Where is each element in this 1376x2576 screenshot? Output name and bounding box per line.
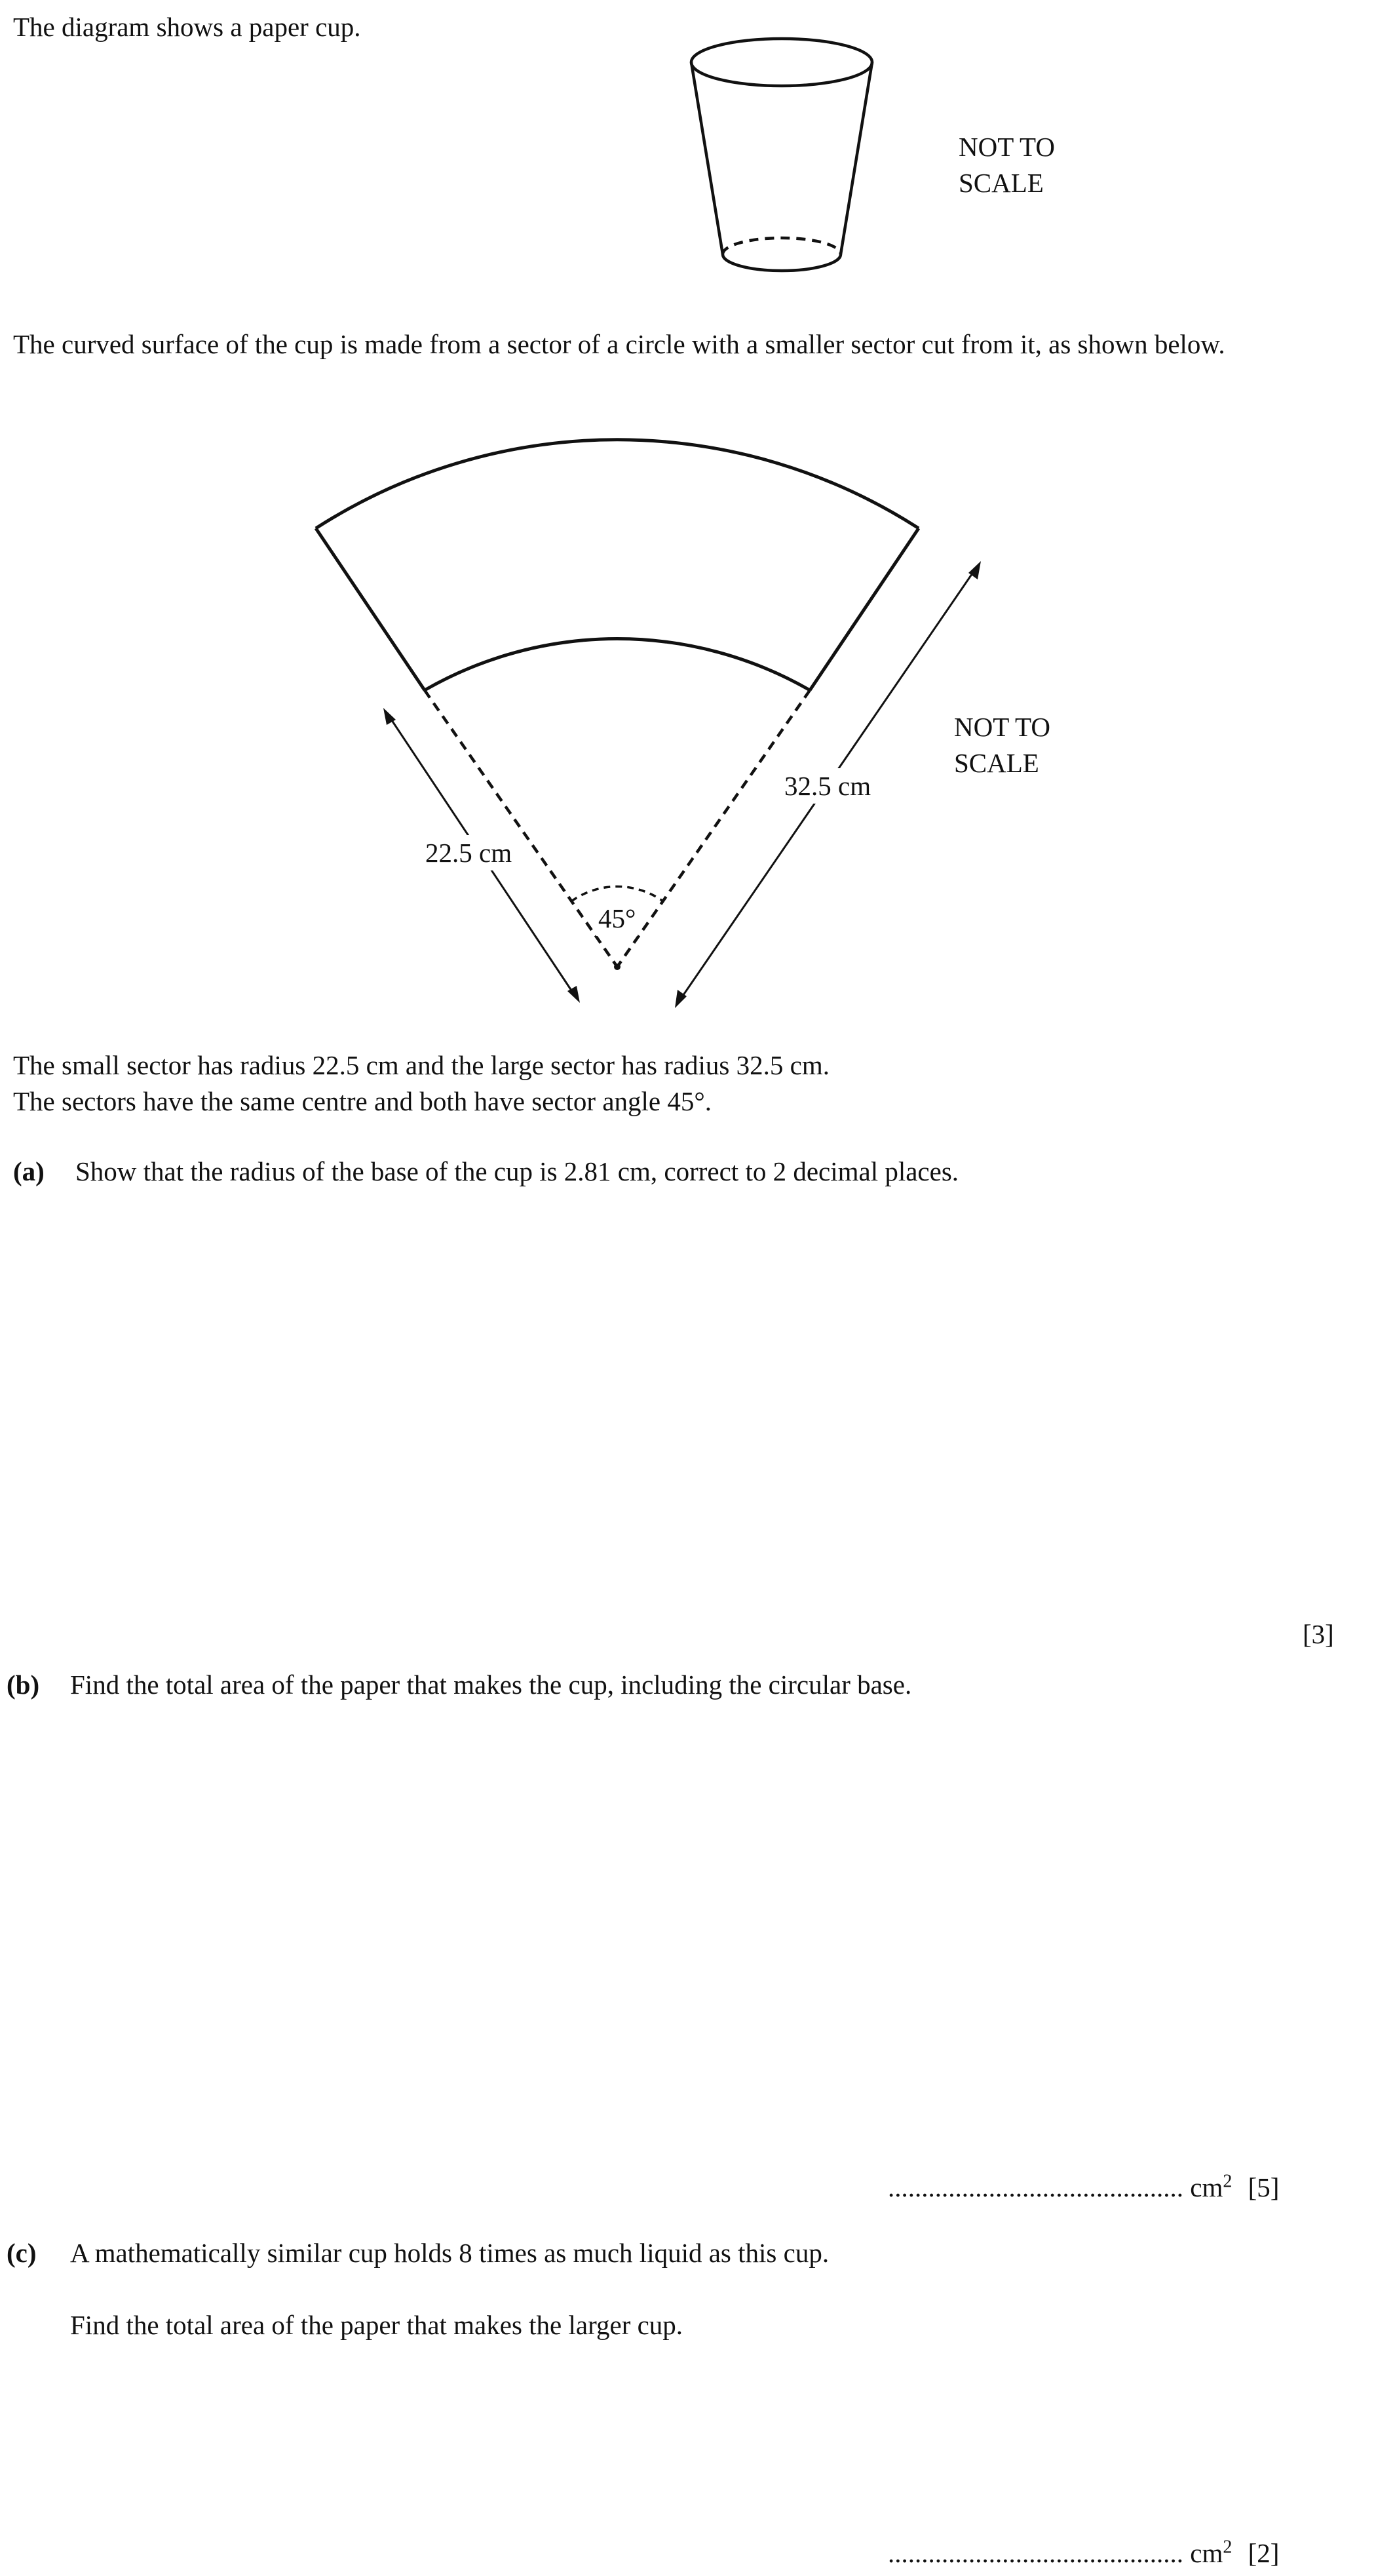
part-b-unit-power: 2	[1223, 2171, 1233, 2192]
part-a-marks: [3]	[1303, 1619, 1334, 1649]
right-dashed-edge	[617, 690, 810, 967]
cup-scale-note-line2: SCALE	[959, 168, 1044, 198]
left-solid-edge	[316, 528, 425, 690]
cup-scale-note-line1: NOT TO	[959, 132, 1055, 162]
sector-scale-note-line1: NOT TO	[954, 712, 1050, 742]
part-b-answer-dots: ............................................	[888, 2172, 1183, 2202]
part-c-unit-power: 2	[1223, 2537, 1233, 2558]
part-c-answer-dots: ............................................	[888, 2538, 1183, 2568]
sector-scale-note-line2: SCALE	[954, 748, 1039, 778]
part-b-question: Find the total area of the paper that makes the cup, including the circular base.	[70, 1669, 912, 1700]
part-b-label: (b)	[7, 1669, 40, 1700]
part-a-label: (a)	[13, 1156, 45, 1186]
cup-base-front	[723, 254, 841, 271]
part-b-marks: [5]	[1248, 2172, 1280, 2202]
small-arc	[425, 639, 810, 690]
sector-diagram	[316, 440, 981, 1008]
cup-diagram	[691, 39, 872, 271]
right-solid-edge	[810, 528, 919, 690]
part-a-question: Show that the radius of the base of the cup is 2.81 cm, correct to 2 decimal places.	[75, 1156, 959, 1186]
left-dashed-edge	[425, 690, 617, 967]
part-b-answer-line[interactable]	[888, 2170, 1279, 2205]
large-radius-label: 32.5 cm	[782, 768, 873, 804]
angle-arc	[571, 886, 663, 901]
part-b-unit: cm	[1190, 2172, 1223, 2202]
cup-left-side	[691, 62, 723, 254]
centre-point	[614, 964, 621, 970]
cup-base-back-hidden	[723, 238, 841, 254]
large-arc	[316, 440, 919, 528]
surface-text: The curved surface of the cup is made from a sector of a circle with a smaller sector cut from it, as shown below.	[13, 329, 1225, 359]
part-c-label: (c)	[7, 2238, 37, 2268]
intro-text: The diagram shows a paper cup.	[13, 12, 361, 42]
info-line-2: The sectors have the same centre and both have sector angle 45°.	[13, 1086, 712, 1116]
part-c-unit: cm	[1190, 2538, 1223, 2568]
part-c-question: A mathematically similar cup holds 8 times as much liquid as this cup.	[70, 2238, 830, 2268]
small-radius-label: 22.5 cm	[423, 835, 514, 870]
part-c-answer-line[interactable]	[888, 2535, 1279, 2571]
cup-right-side	[841, 62, 872, 254]
angle-label: 45°	[596, 901, 638, 936]
part-c-marks: [2]	[1248, 2538, 1280, 2568]
part-c-question-2: Find the total area of the paper that makes the larger cup.	[70, 2310, 683, 2340]
cup-rim	[691, 39, 872, 86]
info-line-1: The small sector has radius 22.5 cm and the large sector has radius 32.5 cm.	[13, 1050, 830, 1080]
